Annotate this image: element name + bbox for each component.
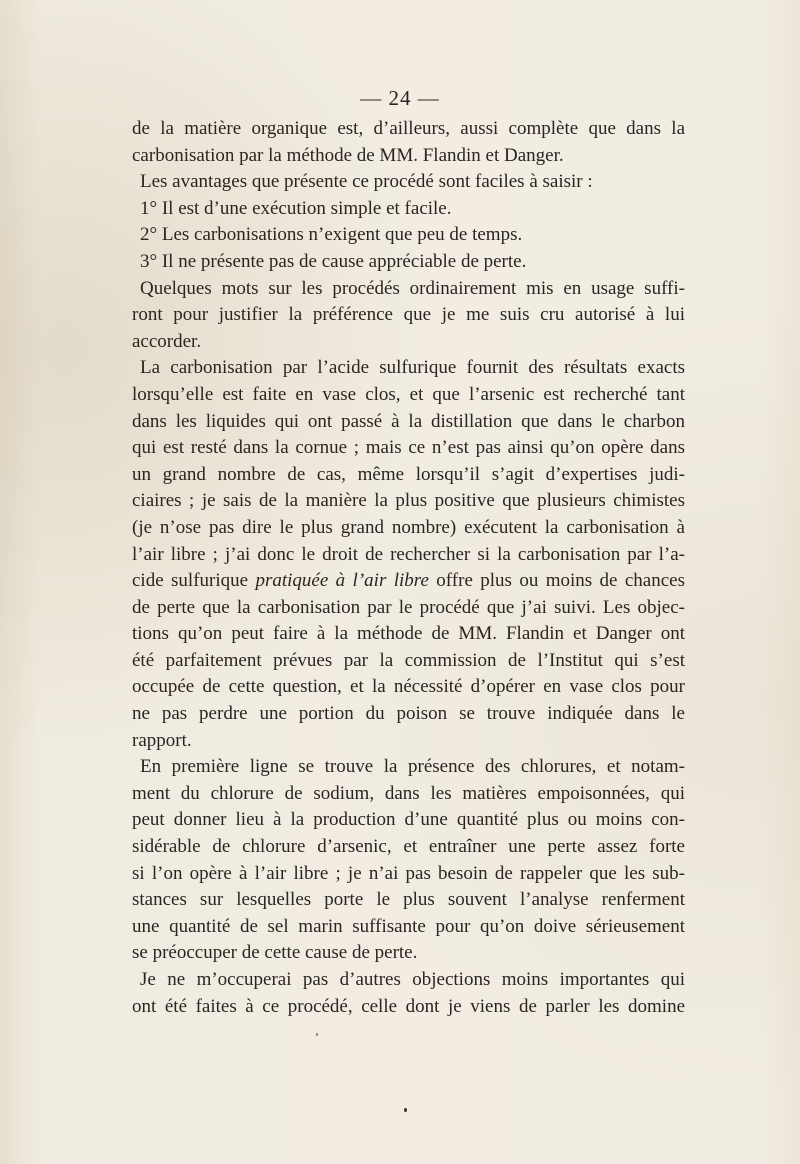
text-line bbox=[132, 568, 685, 595]
text-line: ont été faites à ce procédé, celle dont je viens de parler les domine bbox=[132, 995, 685, 1017]
text-line: rapport. bbox=[132, 729, 192, 751]
text-run: cide sulfurique bbox=[132, 570, 256, 592]
text-line: ciaires ; je sais de la manière la plus positive que plusieurs chimistes bbox=[132, 490, 685, 512]
text-line: un grand nombre de cas, même lorsqu’il s’agit d’expertises judi- bbox=[132, 463, 685, 485]
text-line: peut donner lieu à la production d’une quantité plus ou moins con- bbox=[132, 809, 685, 831]
text-line: été parfaitement prévues par la commission de l’Institut qui s’est bbox=[132, 649, 685, 671]
text-line: ment du chlorure de sodium, dans les matières empoisonnées, qui bbox=[132, 782, 685, 804]
text-line: qui est resté dans la cornue ; mais ce n’est pas ainsi qu’on opère dans bbox=[132, 437, 685, 459]
ink-speck bbox=[316, 1033, 318, 1036]
text-line: 2° Les carbonisations n’exigent que peu de temps. bbox=[140, 224, 523, 246]
text-line: accorder. bbox=[132, 330, 202, 352]
italic-phrase: pratiquée à l’air libre bbox=[255, 570, 429, 592]
text-line: carbonisation par la méthode de MM. Flandin et Danger. bbox=[132, 144, 564, 166]
text-line: Je ne m’occuperai pas d’autres objections moins importantes qui bbox=[140, 969, 685, 990]
text-line: ne pas perdre une portion du poison se trouve indiquée dans le bbox=[132, 703, 685, 725]
text-line: En première ligne se trouve la présence des chlorures, et notam- bbox=[140, 756, 685, 778]
page-number: — 24 — bbox=[360, 86, 440, 110]
text-line: occupée de cette question, et la nécessité d’opérer en vase clos pour bbox=[132, 676, 685, 698]
text-line: se préoccuper de cette cause de perte. bbox=[132, 942, 418, 964]
text-line: si l’on opère à l’air libre ; je n’ai pas besoin de rappeler que les sub- bbox=[132, 862, 685, 884]
text-line: ront pour justifier la préférence que je me suis cru autorisé à lui bbox=[132, 304, 685, 326]
text-line: Quelques mots sur les procédés ordinairement mis en usage suffi- bbox=[140, 277, 685, 299]
text-line: de la matière organique est, d’ailleurs, aussi complète que dans la bbox=[132, 118, 685, 139]
text-line: dans les liquides qui ont passé à la distillation que dans le charbon bbox=[132, 410, 685, 432]
text-line: 3° Il ne présente pas de cause appréciable de perte. bbox=[140, 250, 527, 272]
text-line: une quantité de sel marin suffisante pour qu’on doive sérieusement bbox=[132, 915, 685, 937]
text-line: La carbonisation par l’acide sulfurique fournit des résultats exacts bbox=[140, 357, 685, 379]
text-line: tions qu’on peut faire à la méthode de MM. Flandin et Danger ont bbox=[132, 623, 685, 645]
text-line: l’air libre ; j’ai donc le droit de rechercher si la carbonisation par l’a- bbox=[132, 543, 685, 565]
text-line: 1° Il est d’une exécution simple et facile. bbox=[140, 197, 452, 219]
body-text bbox=[132, 116, 685, 1020]
text-line: stances sur lesquelles porte le plus souvent l’analyse renferment bbox=[132, 889, 685, 911]
ink-speck bbox=[404, 1108, 407, 1112]
text-line: Les avantages que présente ce procédé sont faciles à saisir : bbox=[140, 171, 593, 193]
text-run: offre plus ou moins de chances bbox=[428, 570, 686, 592]
text-line: de perte que la carbonisation par le procédé que j’ai suivi. Les objec- bbox=[132, 596, 685, 618]
text-line: (je n’ose pas dire le plus grand nombre) exécutent la carbonisation à bbox=[132, 516, 685, 538]
text-line: sidérable de chlorure d’arsenic, et entraîner une perte assez forte bbox=[132, 836, 685, 858]
text-line: lorsqu’elle est faite en vase clos, et que l’arsenic est recherché tant bbox=[132, 383, 685, 405]
